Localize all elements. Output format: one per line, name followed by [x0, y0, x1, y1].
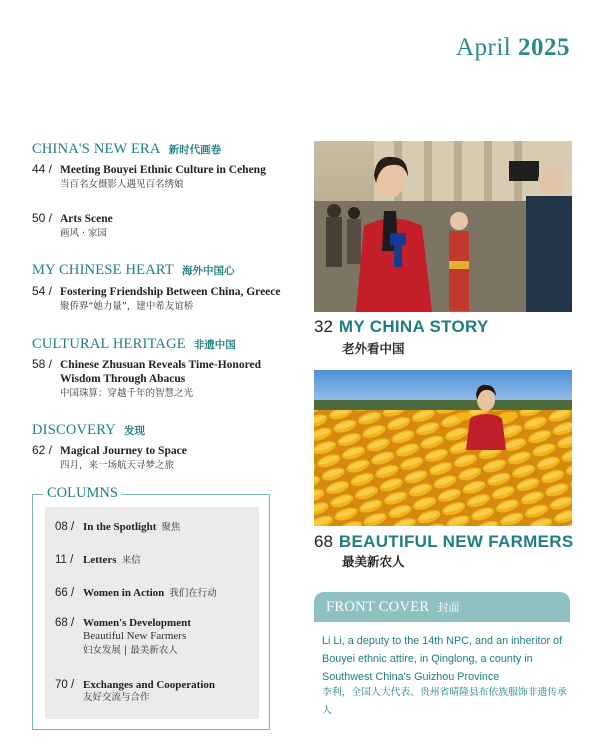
front-cover-description-cn: 李利，全国人大代表、贵州省晴隆县布依族服饰非遗传承人: [322, 687, 567, 716]
story-page-number: 32: [314, 317, 333, 336]
column-title-cn: 我们在行动: [169, 588, 217, 599]
column-item-68[interactable]: [55, 617, 255, 658]
section-title-en: MY CHINESE HEART: [32, 262, 174, 278]
column-subtitle-cn: 友好交流与合作: [83, 692, 150, 703]
page-number: 68 /: [55, 617, 75, 629]
front-cover-label: [314, 592, 570, 622]
entry-subtitle-cn: 画风 · 家园: [60, 228, 108, 239]
entry-title: Fostering Friendship Between China, Greece: [60, 286, 281, 298]
story-title-cn: 最美新农人: [342, 554, 405, 569]
page-number: 58 /: [32, 357, 53, 371]
section-title-en: CHINA'S NEW ERA: [32, 141, 161, 157]
farmer-photo-image: [314, 370, 572, 526]
entry-subtitle-cn: 当百名女摄影人遇见百名绣娘: [60, 179, 184, 190]
reporter-photo[interactable]: [314, 141, 572, 312]
entry-title-line2: Wisdom Through Abacus: [60, 373, 186, 385]
column-subtitle-cn: 妇女发展 | 最美新农人: [83, 645, 178, 656]
entry-subtitle-cn: 聚侨界“她力量”，建中希友谊桥: [60, 301, 194, 312]
front-cover-label-en: FRONT COVER: [326, 598, 430, 615]
toc-entry-54[interactable]: [32, 284, 292, 313]
story-heading-beautiful-new-farmers[interactable]: [314, 532, 573, 552]
column-item-66[interactable]: [55, 585, 255, 599]
reporter-photo-image: [314, 141, 572, 312]
column-title-cn: 来信: [121, 555, 141, 566]
page-number: 44 /: [32, 162, 53, 176]
columns-list: [45, 507, 259, 719]
toc-entry-50[interactable]: [32, 211, 292, 240]
section-title-en: CULTURAL HERITAGE: [32, 336, 186, 352]
section-heading-new-era: [32, 141, 221, 158]
farmer-photo[interactable]: [314, 370, 572, 526]
entry-title: Meeting Bouyei Ethnic Culture in Ceheng: [60, 164, 266, 176]
columns-title: COLUMNS: [43, 485, 122, 502]
page-number: 08 /: [55, 521, 75, 533]
front-cover-label-cn: 封面: [437, 601, 460, 614]
entry-subtitle-cn: 四月，来一场航天寻梦之旅: [60, 460, 175, 471]
story-page-number: 68: [314, 532, 333, 551]
section-title-cn: 发现: [123, 425, 145, 437]
issue-date: [456, 34, 570, 62]
entry-title: Arts Scene: [60, 213, 113, 225]
page-number: 11 /: [55, 554, 74, 566]
page-number: 50 /: [32, 211, 53, 225]
story-heading-my-china-story[interactable]: [314, 317, 489, 337]
section-title-cn: 新时代画卷: [168, 144, 222, 156]
column-title: Letters: [83, 554, 117, 566]
entry-title: Magical Journey to Space: [60, 445, 187, 457]
column-item-11[interactable]: [55, 552, 255, 566]
issue-month: April: [455, 34, 512, 61]
column-title: In the Spotlight: [83, 521, 157, 533]
column-item-70[interactable]: [55, 679, 255, 705]
entry-subtitle-cn: 中国珠算：穿越千年的智慧之光: [60, 388, 194, 399]
section-heading-chinese-heart: [32, 262, 234, 279]
section-title-en: DISCOVERY: [32, 422, 116, 438]
column-title: Exchanges and Cooperation: [83, 679, 216, 691]
column-title: Women's Development: [83, 617, 191, 629]
toc-entry-62[interactable]: [32, 443, 292, 472]
section-title-cn: 非遗中国: [193, 339, 236, 351]
page-number: 62 /: [32, 443, 53, 457]
section-heading-cultural-heritage: [32, 336, 236, 353]
toc-entry-58[interactable]: [32, 357, 292, 400]
page-number: 70 /: [55, 679, 75, 691]
story-title-cn: 老外看中国: [342, 341, 405, 356]
section-title-cn: 海外中国心: [181, 265, 235, 277]
page-number: 54 /: [32, 284, 53, 298]
page-number: 66 /: [55, 587, 75, 599]
column-item-08[interactable]: [55, 519, 255, 533]
toc-entry-44[interactable]: [32, 162, 292, 191]
entry-title: Chinese Zhusuan Reveals Time-Honored: [60, 359, 261, 371]
front-cover-description-en: Li Li, a deputy to the 14th NPC, and an inheritor of Bouyei ethnic attire, in Qinglong, a county in Southwest China's Guizhou Province: [322, 635, 563, 683]
column-title: Women in Action: [83, 587, 165, 599]
column-title-cn: 聚焦: [161, 522, 181, 533]
section-heading-discovery: [32, 422, 145, 439]
column-subtitle-en: Beautiful New Farmers: [83, 630, 187, 642]
columns-box: [32, 485, 270, 730]
story-title: BEAUTIFUL NEW FARMERS: [338, 532, 574, 551]
story-title: MY CHINA STORY: [338, 317, 489, 336]
issue-year: 2025: [518, 34, 570, 61]
